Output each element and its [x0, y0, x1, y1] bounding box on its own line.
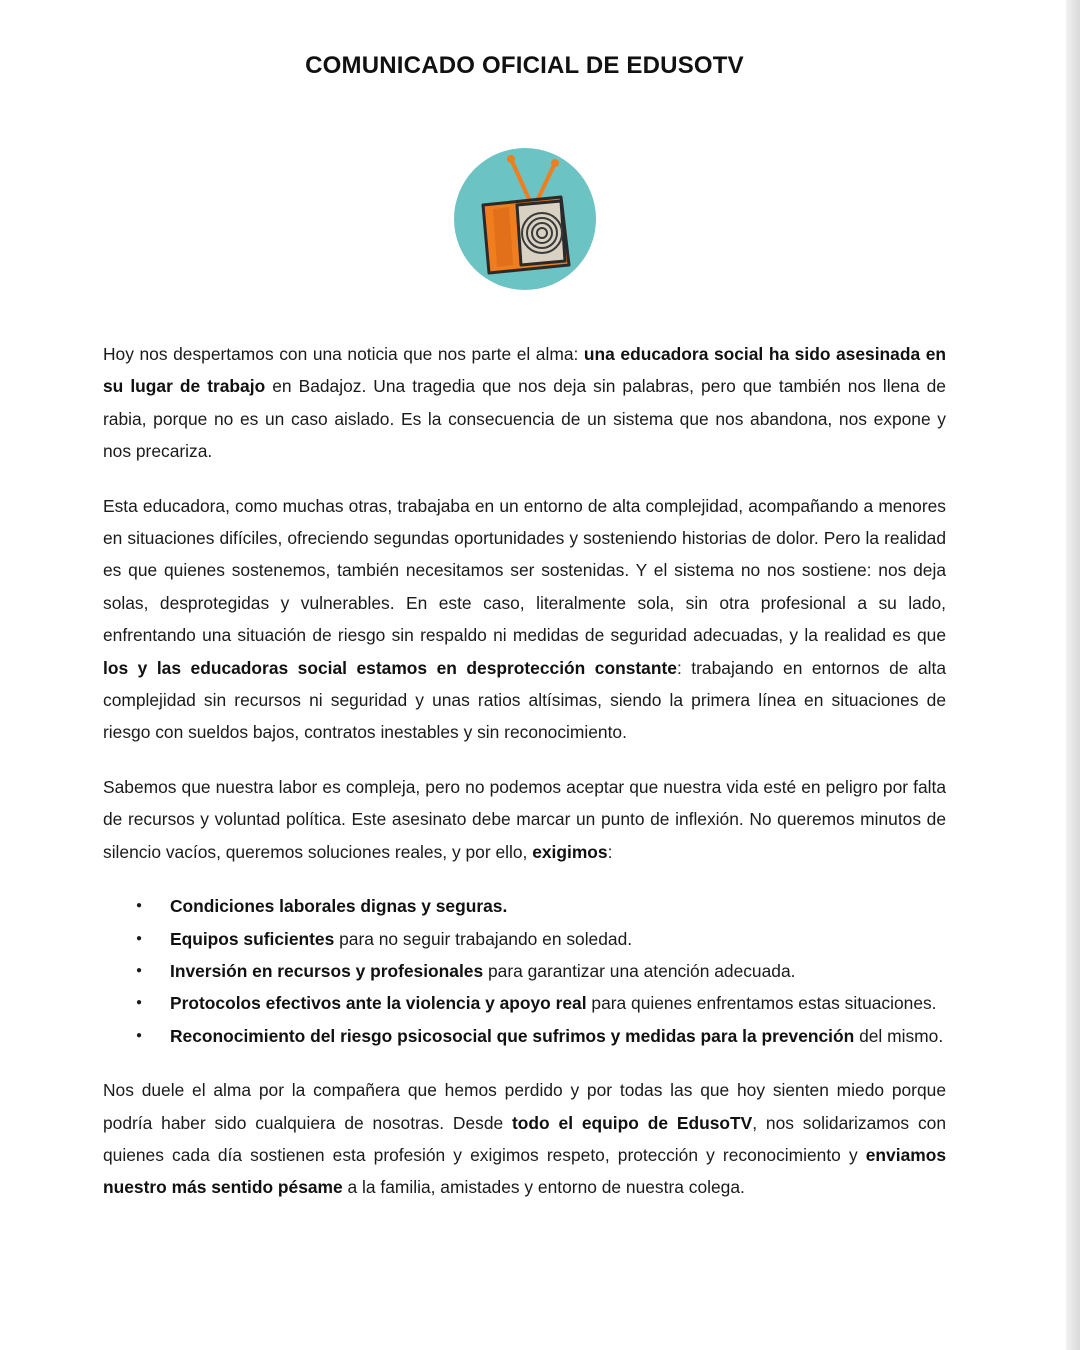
page-edge-shadow: [1066, 0, 1080, 1350]
bold-text-run: enviamos nuestro más sentido pésame: [103, 1144, 946, 1198]
bold-text-run: una educadora social ha sido asesinada en su lugar de trabajo: [103, 344, 946, 397]
bold-text-run: Protocolos efectivos ante la violencia y apoyo real: [170, 993, 587, 1014]
bold-text-run: Reconocimiento del riesgo psicosocial que sufrimos y medidas para la prevención: [170, 1025, 855, 1046]
text-run: Nos duele el alma por la compañera que hemos perdido y por todas las que hoy sienten miedo porque podría haber sido cualquiera de nosotras. Desde: [103, 1080, 946, 1133]
document-body: [103, 338, 946, 1226]
bold-text-run: Inversión en recursos y profesionales: [170, 960, 484, 981]
text-run: a la familia, amistades y entorno de nuestra colega.: [342, 1177, 745, 1198]
list-item: [103, 955, 946, 987]
text-run: , nos solidarizamos con quienes cada día sostienen esta profesión y exigimos respeto, protección y reconocimiento y: [103, 1112, 946, 1165]
text-run: :: [607, 841, 613, 862]
text-run: para quienes enfrentamos estas situaciones.: [586, 993, 937, 1014]
paragraph: [103, 490, 946, 749]
text-run: Hoy nos despertamos con una noticia que nos parte el alma:: [103, 344, 584, 364]
paragraph: [103, 338, 946, 468]
text-run: en Badajoz. Una tragedia que nos deja sin palabras, pero que también nos llena de rabia, porque no es un caso aislado. Es la consecuencia de un sistema que nos abandona, nos expone y nos precariza.: [103, 376, 946, 462]
text-run: del mismo.: [854, 1025, 944, 1046]
paragraph: [103, 771, 946, 868]
bold-text-run: exigimos: [532, 841, 608, 862]
bold-text-run: todo el equipo de EdusoTV: [512, 1112, 753, 1133]
list-item: [103, 890, 946, 922]
bold-text-run: Condiciones laborales dignas y seguras.: [170, 896, 508, 917]
text-run: para no seguir trabajando en soledad.: [334, 928, 633, 949]
text-run: Sabemos que nuestra labor es compleja, pero no podemos aceptar que nuestra vida esté en peligro por falta de recursos y voluntad política. Este asesinato debe marcar un punto de inflexión. No queremos minutos de silencio vacíos, queremos soluciones reales, y por ello,: [103, 776, 946, 862]
demands-list: [103, 890, 946, 1052]
closing-paragraph: [103, 1074, 946, 1204]
text-run: Esta educadora, como muchas otras, trabajaba en un entorno de alta complejidad, acompañando a menores en situaciones difíciles, ofreciendo segundas oportunidades y sosteniendo historias de dolor. Pero la realidad es que quienes sostenemos, también necesitamos ser sostenidas. Y el sistema no nos sostiene: nos deja solas, desprotegidas y vulnerables. En este caso, literalmente sola, sin otra profesional a su lado, enfrentando una situación de riesgo sin respaldo ni medidas de seguridad adecuadas, y la realidad es que: [103, 495, 946, 646]
list-item: [103, 1020, 946, 1052]
bold-text-run: los y las educadoras social estamos en desprotección constante: [103, 657, 677, 678]
document-title: COMUNICADO OFICIAL DE EDUSOTV: [305, 52, 744, 79]
list-item: [103, 987, 946, 1019]
bold-text-run: Equipos suficientes: [170, 928, 335, 949]
text-run: : trabajando en entornos de alta complejidad sin recursos ni seguridad y unas ratios altísimas, siendo la primera línea en situaciones de riesgo con sueldos bajos, contratos inestables y sin reconocimiento.: [103, 657, 946, 743]
retro-tv-logo-icon: [453, 147, 597, 291]
text-run: para garantizar una atención adecuada.: [483, 960, 796, 981]
list-item: [103, 923, 946, 955]
